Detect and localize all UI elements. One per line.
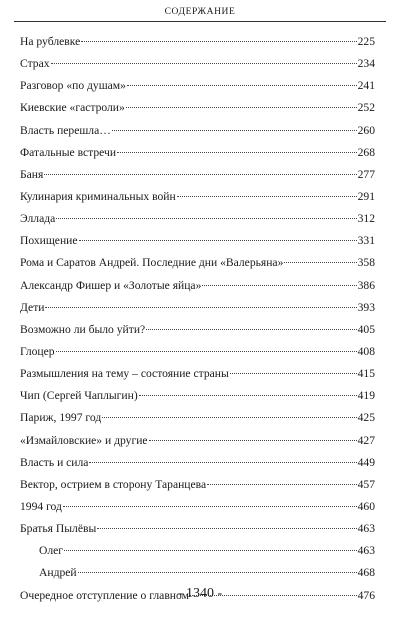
toc-entry-title: Глоцер [20,344,55,358]
toc-entry [20,124,375,146]
dot-leader [63,506,357,507]
toc-entry [20,456,375,478]
dot-leader [207,484,356,485]
toc-entry-page: 463 [357,544,375,558]
toc-entry-page: 408 [357,344,375,358]
dot-leader [284,262,356,263]
toc-entry-page: 277 [357,167,375,181]
toc-entry [20,79,375,101]
toc-entry [20,411,375,433]
dot-leader [117,152,357,153]
toc-entry [20,256,375,278]
toc-entry [20,146,375,168]
header-rule [14,21,386,22]
page-number: - 1340 - [177,586,223,601]
toc-entry-title: Эллада [20,212,56,226]
dot-leader [146,329,356,330]
toc-subentry [20,544,375,566]
dot-leader [102,417,356,418]
toc-entry-page: 405 [357,322,375,336]
toc-entry [20,367,375,389]
dot-leader [139,395,357,396]
toc-entry-title: Очередное отступление о главном [20,588,189,602]
toc-entry-page: 468 [357,566,375,580]
toc-entry-title: «Измайловские» и другие [20,433,148,447]
toc-entry-title: Возможно ли было уйти? [20,322,146,336]
toc-entry [20,345,375,367]
toc-entry [20,168,375,190]
toc-entry-title: Андрей [39,566,77,580]
toc-entry-title: Вектор, острием в сторону Таранцева [20,477,207,491]
toc-entry [20,389,375,411]
toc-entry [20,101,375,123]
toc-entry-title: Александр Фишер и «Золотые яйца» [20,278,202,292]
dot-leader [177,196,357,197]
toc-entry-title: Олег [39,544,64,558]
dot-leader [230,373,357,374]
toc-entry-title: Баня [20,167,44,181]
toc-entry-page: 312 [357,212,375,226]
toc-entry-title: Париж, 1997 год [20,411,102,425]
dot-leader [78,572,357,573]
toc-entry [20,212,375,234]
toc-entry-page: 460 [357,499,375,513]
toc-entry-page: 260 [357,123,375,137]
dot-leader [126,107,357,108]
toc-entry-page: 291 [357,189,375,203]
toc-entry [20,279,375,301]
toc-entry-page: 234 [357,57,375,71]
toc-entry-title: Разговор «по душам» [20,79,126,93]
toc-entry [20,234,375,256]
toc-entry-page: 463 [357,522,375,536]
toc-entry-title: Братья Пылёвы [20,522,97,536]
running-header: СОДЕРЖАНИЕ [164,7,236,17]
toc-entry-page: 449 [357,455,375,469]
toc-entry-title: 1994 год [20,499,62,513]
toc-entry [20,500,375,522]
toc-entry [20,434,375,456]
dot-leader [79,240,357,241]
toc-entry-title: Похищение [20,234,78,248]
dot-leader [202,285,356,286]
dot-leader [89,462,356,463]
dot-leader [45,307,356,308]
toc-entry-page: 331 [357,234,375,248]
toc-entry-title: Размышления на тему – состояние страны [20,367,229,381]
toc-entry [20,190,375,212]
toc-entry [20,323,375,345]
toc-entry-page: 427 [357,433,375,447]
toc-entry-page: 476 [357,588,375,602]
toc-entry-title: Рома и Саратов Андрей. Последние дни «Валерьяна» [20,256,284,270]
toc-entry-title: Страх [20,57,50,71]
toc-entry-title: Власть перешла… [20,123,111,137]
toc-entry-title: Власть и сила [20,455,89,469]
toc-entry-title: Дети [20,300,45,314]
toc-entry-title: Киевские «гастроли» [20,101,125,115]
toc-entry-page: 358 [357,256,375,270]
toc-entry-title: Кулинария криминальных войн [20,189,176,203]
toc-entry [20,301,375,323]
dot-leader [51,63,357,64]
toc-entry [20,35,375,57]
toc-entry-page: 415 [357,367,375,381]
dot-leader [44,174,356,175]
dot-leader [127,85,357,86]
toc-entry-page: 425 [357,411,375,425]
dot-leader [56,218,356,219]
toc-entry-page: 393 [357,300,375,314]
dot-leader [149,440,357,441]
toc-entry [20,57,375,79]
toc-entry-page: 241 [357,79,375,93]
toc-entry-page: 419 [357,389,375,403]
toc-entry-page: 386 [357,278,375,292]
toc-entry-page: 268 [357,145,375,159]
table-of-contents [20,35,375,611]
dot-leader [97,528,356,529]
toc-entry-title: Фатальные встречи [20,145,117,159]
toc-entry [20,522,375,544]
toc-entry-title: Чип (Сергей Чаплыгин) [20,389,138,403]
dot-leader [81,41,356,42]
dot-leader [112,130,357,131]
dot-leader [56,351,357,352]
toc-entry-page: 457 [357,477,375,491]
toc-entry-title: На рублевке [20,35,81,48]
toc-entry-page: 225 [357,35,375,48]
toc-entry [20,478,375,500]
toc-entry-page: 252 [357,101,375,115]
dot-leader [64,550,357,551]
